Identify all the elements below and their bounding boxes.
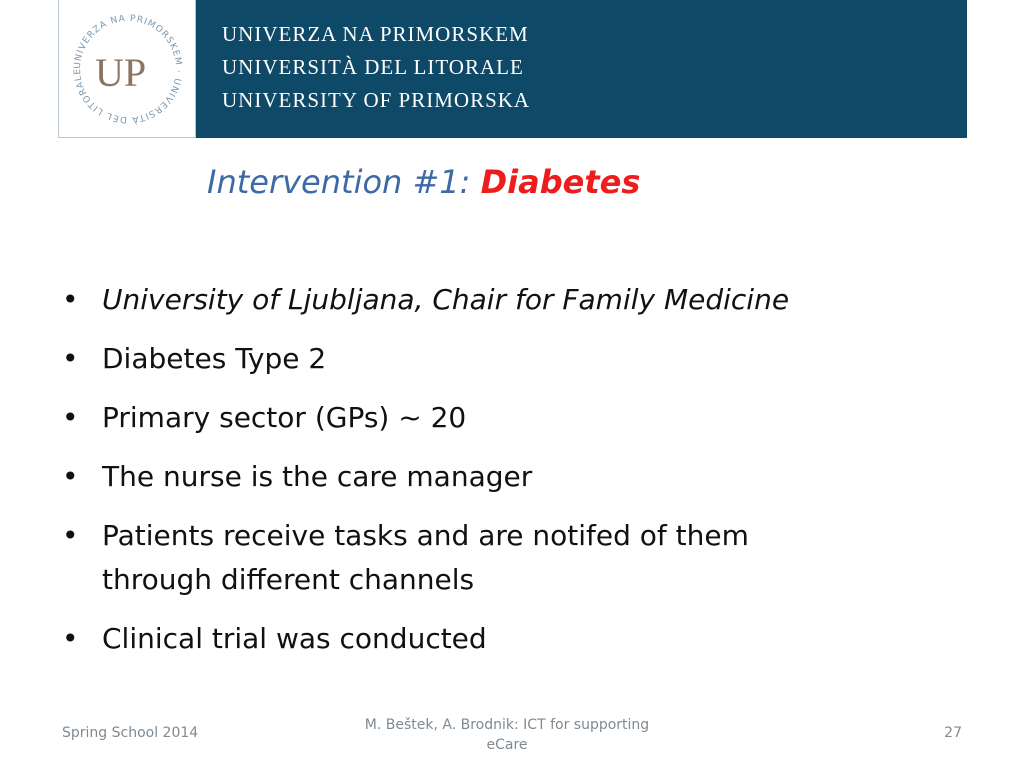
logo-letters: UP [95, 50, 147, 95]
university-name-slovene: UNIVERZA NA PRIMORSKEM [222, 22, 529, 46]
footer-authors: M. Beštek, A. Brodnik: ICT for supporting eCare [364, 717, 650, 753]
bullet-item: • University of Ljubljana, Chair for Family Medicine [62, 278, 962, 322]
bullet-item: • Patients receive tasks and are notifed of them through different channels [62, 514, 862, 602]
slide-title [207, 163, 640, 201]
bullet-list [62, 278, 962, 676]
footer-event: Spring School 2014 [62, 725, 199, 741]
title-accent: Diabetes [480, 163, 641, 201]
bullet-item: • Diabetes Type 2 [62, 337, 962, 381]
title-prefix: Intervention #1: [207, 163, 481, 201]
svg-text:UNIVERZA NA PRIMORSKEM · UNIVE: UNIVERZA NA PRIMORSKEM · UNIVERSITÀ DEL LITORALE [72, 13, 184, 125]
university-logo [58, 0, 196, 138]
bullet-item: • Primary sector (GPs) ~ 20 [62, 396, 962, 440]
university-seal-icon [59, 0, 197, 138]
bullet-item: • The nurse is the care manager [62, 455, 962, 499]
header [0, 0, 1024, 140]
page-number: 27 [944, 725, 962, 741]
bullet-item: • Clinical trial was conducted [62, 617, 962, 661]
university-banner [196, 0, 967, 138]
university-name-italian: UNIVERSITÀ DEL LITORALE [222, 55, 524, 79]
university-name-english: UNIVERSITY OF PRIMORSKA [222, 88, 531, 112]
